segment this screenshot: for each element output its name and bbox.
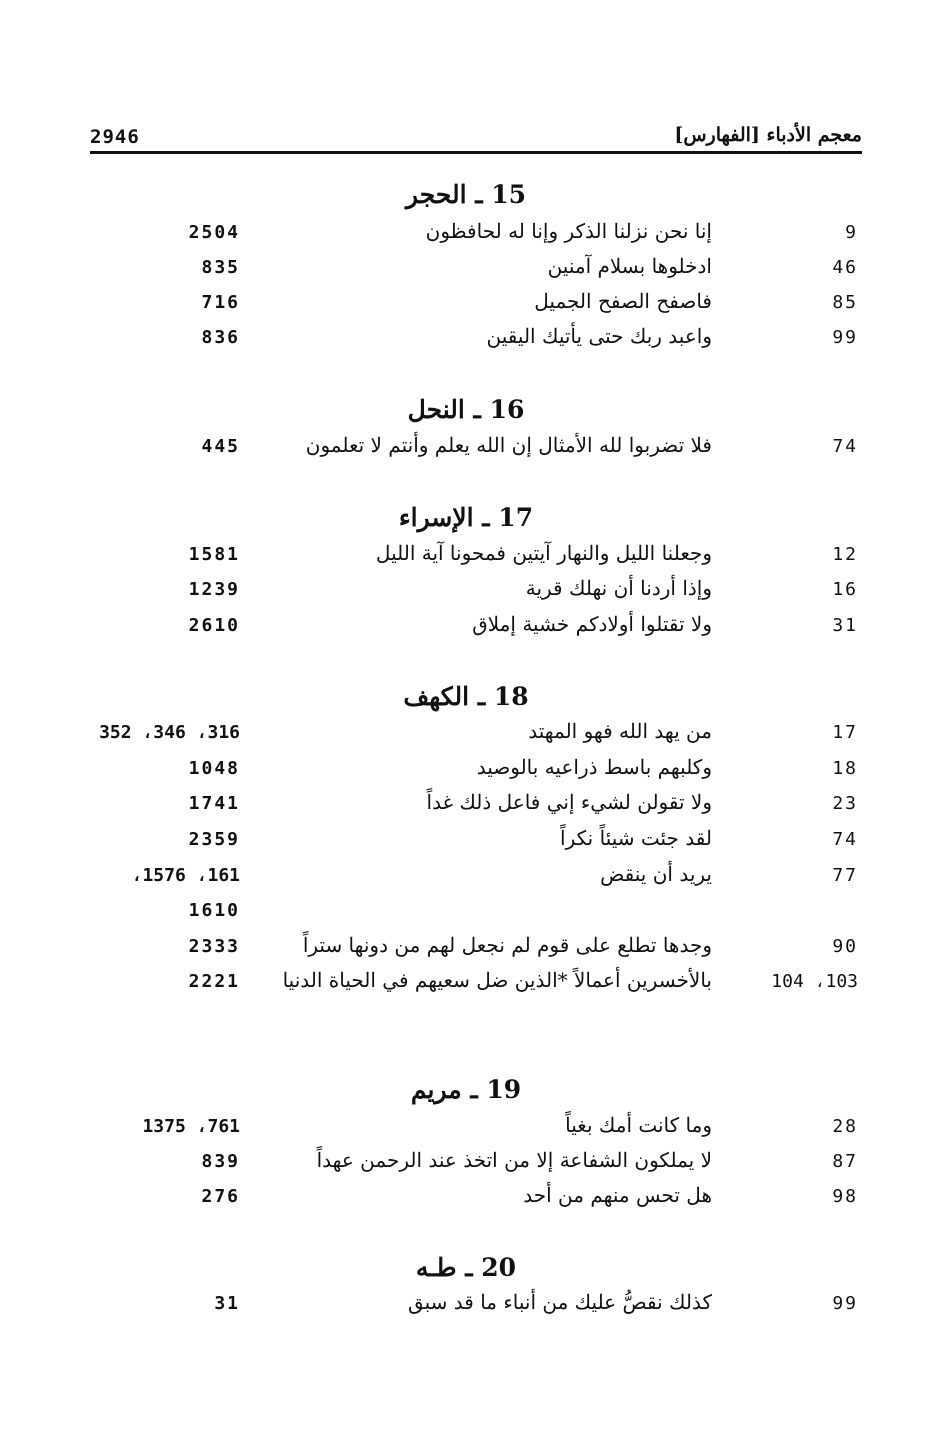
index-row xyxy=(0,540,932,574)
index-row xyxy=(0,1147,932,1181)
verse-number: 74 xyxy=(832,829,858,850)
index-row xyxy=(0,932,932,966)
page-references: 716 xyxy=(201,292,240,313)
verse-text: فاصفح الصفح الجميل xyxy=(534,289,712,313)
verse-number: 74 xyxy=(832,436,858,457)
verse-number: 85 xyxy=(832,292,858,313)
verse-text: لا يملكون الشفاعة إلا من اتخذ عند الرحمن عهداً xyxy=(316,1148,712,1172)
index-row xyxy=(0,825,932,859)
section-title: 18 ـ الكهف xyxy=(403,682,529,711)
verse-text: ولا تقتلوا أولادكم خشية إملاق xyxy=(472,612,712,636)
index-row xyxy=(0,253,932,287)
verse-text: لقد جئت شيئاً نكراً xyxy=(560,826,712,850)
index-row xyxy=(0,323,932,357)
index-row xyxy=(0,861,932,895)
page-references: 31 xyxy=(214,1293,240,1314)
page-references: 2333 xyxy=(188,936,240,957)
verse-text: وكلبهم باسط ذراعيه بالوصيد xyxy=(476,755,712,779)
verse-text: واعبد ربك حتى يأتيك اليقين xyxy=(486,324,712,348)
verse-text: فلا تضربوا لله الأمثال إن الله يعلم وأنتم لا تعلمون xyxy=(305,433,712,457)
section-title: 15 ـ الحجر xyxy=(405,180,527,209)
index-row xyxy=(0,611,932,645)
page-references: 445 xyxy=(201,436,240,457)
verse-text: وجعلنا الليل والنهار آيتين فمحونا آية الليل xyxy=(375,541,712,565)
verse-number: 9 xyxy=(845,222,858,243)
section-title: 17 ـ الإسراء xyxy=(398,503,534,532)
verse-text: ادخلوها بسلام آمنين xyxy=(547,254,712,278)
page-header xyxy=(90,118,862,154)
page-references: 1239 xyxy=(188,579,240,600)
page-references: 2359 xyxy=(188,829,240,850)
page-references: 1610 xyxy=(188,900,240,921)
verse-text: يريد أن ينقض xyxy=(600,862,712,886)
verse-number: 77 xyxy=(832,865,858,886)
verse-number: 87 xyxy=(832,1151,858,1172)
verse-number: 98 xyxy=(832,1186,858,1207)
verse-text: من يهد الله فهو المهتد xyxy=(528,719,712,743)
verse-number: 46 xyxy=(832,257,858,278)
verse-number: 99 xyxy=(832,327,858,348)
section-title: 19 ـ مريم xyxy=(410,1075,522,1104)
index-row xyxy=(0,754,932,788)
page-references: 839 xyxy=(201,1151,240,1172)
verse-number: 90 xyxy=(832,936,858,957)
page-references: 836 xyxy=(201,327,240,348)
verse-text: هل تحس منهم من أحد xyxy=(523,1183,712,1207)
verse-number: 28 xyxy=(832,1116,858,1137)
page-references: 316، 346، 352 xyxy=(99,722,240,743)
verse-number: 12 xyxy=(832,544,858,565)
verse-number: 16 xyxy=(832,579,858,600)
index-row xyxy=(0,967,932,1001)
index-row xyxy=(0,432,932,466)
page-references: 1048 xyxy=(188,758,240,779)
verse-text: وجدها تطلع على قوم لم نجعل لهم من دونها ستراً xyxy=(302,933,712,957)
page-references: 2221 xyxy=(188,971,240,992)
index-row xyxy=(0,575,932,609)
page-references: 761، 1375 xyxy=(142,1116,240,1137)
verse-text: وما كانت أمك بغياً xyxy=(565,1113,712,1137)
index-row xyxy=(0,1289,932,1323)
verse-text: بالأخسرين أعمالاً *الذين ضل سعيهم في الحياة الدنيا xyxy=(282,968,712,992)
section-title: 16 ـ النحل xyxy=(407,395,525,424)
index-row xyxy=(0,1182,932,1216)
verse-text: كذلك نقصُّ عليك من أنباء ما قد سبق xyxy=(407,1290,712,1314)
index-row xyxy=(0,896,932,930)
index-row xyxy=(0,288,932,322)
page-number: 2946 xyxy=(90,126,140,148)
verse-number: 99 xyxy=(832,1293,858,1314)
page-references: 835 xyxy=(201,257,240,278)
page-references: 161، 1576، xyxy=(131,865,240,886)
verse-number: 23 xyxy=(832,793,858,814)
running-title: معجم الأدباء [الفهارس] xyxy=(674,124,862,146)
verse-number: 31 xyxy=(832,615,858,636)
page-references: 1741 xyxy=(188,793,240,814)
verse-text: ولا تقولن لشيء إني فاعل ذلك غداً xyxy=(426,790,712,814)
verse-number: 103، 104 xyxy=(771,971,858,992)
header-rule xyxy=(90,151,862,154)
page-references: 1581 xyxy=(188,544,240,565)
section-title: 20 ـ طـه xyxy=(415,1253,517,1282)
page-references: 276 xyxy=(201,1186,240,1207)
verse-number: 17 xyxy=(832,722,858,743)
page-references: 2610 xyxy=(188,615,240,636)
page-references: 2504 xyxy=(188,222,240,243)
index-row xyxy=(0,718,932,752)
index-row xyxy=(0,1112,932,1146)
verse-text: إنا نحن نزلنا الذكر وإنا له لحافظون xyxy=(425,219,712,243)
verse-number: 18 xyxy=(832,758,858,779)
verse-text: وإذا أردنا أن نهلك قرية xyxy=(525,576,712,600)
index-row xyxy=(0,218,932,252)
index-row xyxy=(0,789,932,823)
